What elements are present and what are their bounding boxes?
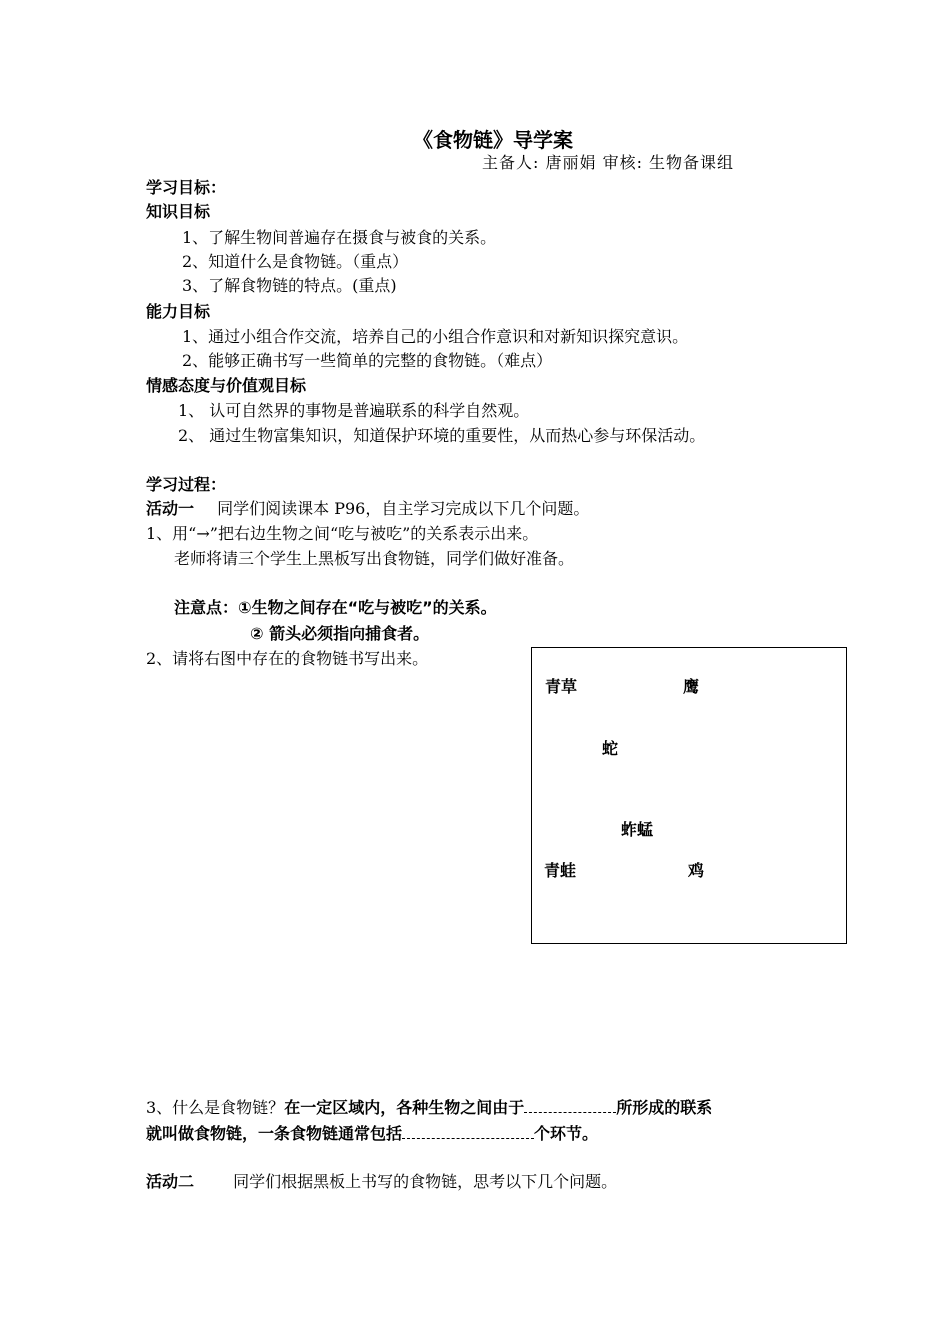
question-3-text-a: 在一定区域内，各种生物之间由于 [284, 1098, 525, 1117]
question-1-note: 老师将请三个学生上黑板写出食物链，同学们做好准备。 [174, 549, 575, 568]
ability-item: 1、通过小组合作交流，培养自己的小组合作意识和对新知识探究意识。 [182, 327, 689, 346]
attention-label: 注意点： [174, 598, 239, 617]
activity2-text: 同学们根据黑板上书写的食物链，思考以下几个问题。 [233, 1172, 618, 1191]
activity2-label: 活动二 [146, 1172, 195, 1191]
activity1-label: 活动一 [146, 499, 195, 518]
ability-heading: 能力目标 [146, 302, 211, 321]
organism-eagle: 鹰 [683, 677, 700, 696]
ability-item: 2、能够正确书写一些简单的完整的食物链。（难点） [182, 351, 553, 370]
organism-grass: 青草 [545, 677, 578, 696]
question-2: 2、请将右图中存在的食物链书写出来。 [146, 649, 429, 668]
attitude-item: 1、 认可自然界的事物是普遍联系的科学自然观。 [178, 401, 530, 420]
attitude-item: 2、 通过生物富集知识，知道保护环境的重要性，从而热心参与环保活动。 [178, 426, 706, 445]
attention-point-2: ② 箭头必须指向捕食者。 [250, 624, 430, 643]
activity2-line [146, 1172, 617, 1192]
knowledge-item: 1、了解生物间普遍存在摄食与被食的关系。 [182, 228, 497, 247]
attitude-heading: 情感态度与价值观目标 [146, 376, 307, 395]
fill-blank-1[interactable] [524, 1098, 616, 1113]
page-title: 《食物链》导学案 [413, 128, 573, 152]
question-3-text-b: 所形成的联系 [616, 1098, 713, 1117]
question-3-prefix: 3、什么是食物链？ [146, 1098, 285, 1117]
question-3-text-d: 个环节。 [534, 1124, 599, 1143]
question-3-line-2 [146, 1124, 598, 1144]
attention-line-1 [174, 598, 497, 618]
organism-chicken: 鸡 [688, 861, 705, 880]
question-3-text-c: 就叫做食物链，一条食物链通常包括 [146, 1124, 403, 1143]
organism-snake: 蛇 [602, 739, 619, 758]
activity1-line [146, 499, 589, 519]
knowledge-heading: 知识目标 [146, 202, 211, 221]
knowledge-item: 2、知道什么是食物链。（重点） [182, 252, 409, 271]
objectives-heading: 学习目标： [146, 178, 227, 197]
organism-frog: 青蛙 [544, 861, 577, 880]
activity1-text: 同学们阅读课本 P96，自主学习完成以下几个问题。 [217, 499, 590, 518]
authors-line: 主备人: 唐丽娟 审核: 生物备课组 [482, 153, 735, 172]
attention-point-1: ①生物之间存在“吃与被吃”的关系。 [238, 598, 497, 617]
question-1: 1、用“→”把右边生物之间“吃与被吃”的关系表示出来。 [146, 524, 539, 543]
process-heading: 学习过程： [146, 475, 227, 494]
organism-grasshopper: 蚱蜢 [621, 820, 654, 839]
knowledge-item: 3、了解食物链的特点。(重点) [182, 276, 397, 295]
fill-blank-2[interactable] [402, 1124, 534, 1139]
question-3-line-1 [146, 1098, 712, 1118]
food-web-figure [531, 647, 847, 944]
